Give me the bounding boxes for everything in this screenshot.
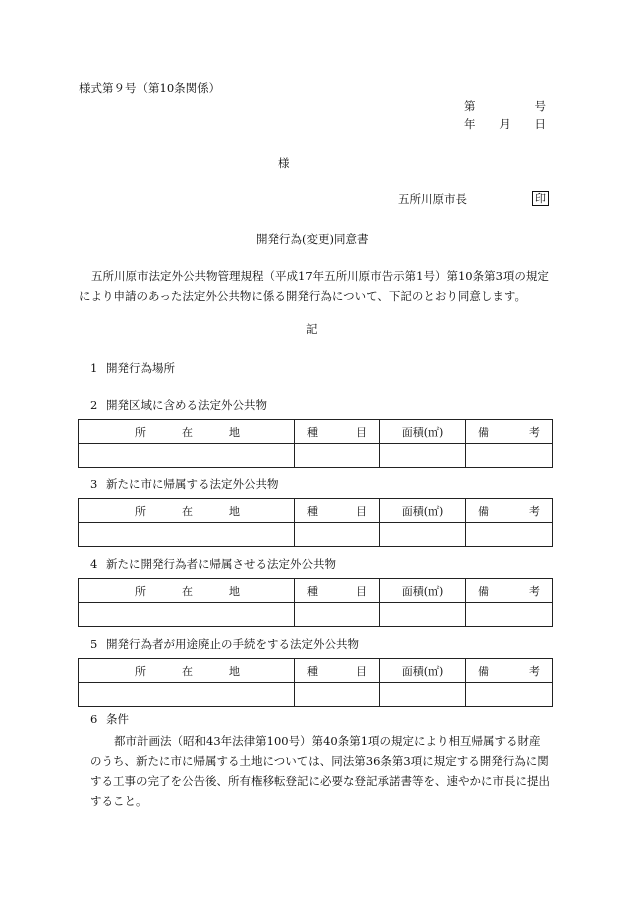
area-cell[interactable] <box>380 603 466 627</box>
area-header: 面積(㎡) <box>380 579 466 603</box>
location-cell[interactable] <box>79 444 295 468</box>
number-prefix: 第 <box>464 99 476 113</box>
item-heading-2 <box>90 398 267 412</box>
remarks-header: 備 考 <box>466 420 553 444</box>
remarks-header: 備 考 <box>466 579 553 603</box>
date-row <box>464 117 546 135</box>
remarks-cell[interactable] <box>466 683 553 707</box>
item-label: 新たに開発行為者に帰属させる法定外公共物 <box>106 557 336 571</box>
type-cell[interactable] <box>295 444 380 468</box>
area-cell[interactable] <box>380 444 466 468</box>
area-cell[interactable] <box>380 683 466 707</box>
remarks-header: 備 考 <box>466 499 553 523</box>
location-header: 所 在 地 <box>79 420 295 444</box>
item-heading-1 <box>90 361 175 375</box>
remarks-header: 備 考 <box>466 659 553 683</box>
document-number-row <box>464 99 546 117</box>
table-row <box>79 444 553 468</box>
addressee-suffix: 様 <box>278 156 290 170</box>
number-suffix: 号 <box>534 99 546 113</box>
area-header: 面積(㎡) <box>380 499 466 523</box>
location-header: 所 在 地 <box>79 499 295 523</box>
type-cell[interactable] <box>295 603 380 627</box>
seal-mark: 印 <box>532 191 549 206</box>
item-table-5 <box>78 658 553 707</box>
location-cell[interactable] <box>79 523 295 547</box>
type-header: 種 目 <box>295 499 380 523</box>
remarks-cell[interactable] <box>466 444 553 468</box>
document-title: 開発行為(変更)同意書 <box>256 232 369 246</box>
issuer-name: 五所川原市長 <box>398 192 467 206</box>
year-label: 年 <box>464 117 476 131</box>
location-header: 所 在 地 <box>79 579 295 603</box>
type-cell[interactable] <box>295 523 380 547</box>
table-header-row <box>79 499 553 523</box>
type-header: 種 目 <box>295 659 380 683</box>
area-cell[interactable] <box>380 523 466 547</box>
item-number: 2 <box>90 398 98 412</box>
table-row <box>79 523 553 547</box>
item-table-2 <box>78 419 553 468</box>
ki-heading: 記 <box>306 322 318 336</box>
location-header: 所 在 地 <box>79 659 295 683</box>
item-label: 条件 <box>106 712 129 726</box>
table-header-row <box>79 659 553 683</box>
remarks-cell[interactable] <box>466 523 553 547</box>
item-table-3 <box>78 498 553 547</box>
item-label: 開発区域に含める法定外公共物 <box>106 398 267 412</box>
area-header: 面積(㎡) <box>380 420 466 444</box>
day-label: 日 <box>534 117 546 131</box>
item-label: 開発行為場所 <box>106 361 175 375</box>
area-header: 面積(㎡) <box>380 659 466 683</box>
location-cell[interactable] <box>79 603 295 627</box>
item-heading-5 <box>90 637 359 651</box>
item-table-4 <box>78 578 553 627</box>
item-number: 6 <box>90 712 98 726</box>
table-header-row <box>79 420 553 444</box>
form-number: 様式第９号（第10条関係） <box>79 81 221 95</box>
table-row <box>79 683 553 707</box>
location-cell[interactable] <box>79 683 295 707</box>
item-number: 5 <box>90 637 98 651</box>
type-cell[interactable] <box>295 683 380 707</box>
item-heading-4 <box>90 557 336 571</box>
table-row <box>79 603 553 627</box>
remarks-cell[interactable] <box>466 603 553 627</box>
item-heading-3 <box>90 477 279 491</box>
item-number: 3 <box>90 477 98 491</box>
item-label: 新たに市に帰属する法定外公共物 <box>106 477 279 491</box>
conditions-heading <box>90 712 129 726</box>
item-number: 1 <box>90 361 98 375</box>
body-paragraph: 五所川原市法定外公共物管理規程（平成17年五所川原市告示第1号）第10条第3項の規定により申請のあった法定外公共物に係る開発行為について、下記のとおり同意します。 <box>79 269 549 303</box>
type-header: 種 目 <box>295 579 380 603</box>
table-header-row <box>79 579 553 603</box>
document-number-date <box>464 99 546 135</box>
item-number: 4 <box>90 557 98 571</box>
conditions-text: 都市計画法（昭和43年法律第100号）第40条第1項の規定により相互帰属する財産のうち、新たに市に帰属する土地については、同法第36条第3項に規定する開発行為に関する工事の完了を公告後、所有権移転登記に必要な登記承諾書等を、速やかに市長に提出すること。 <box>90 734 550 808</box>
item-label: 開発行為者が用途廃止の手続をする法定外公共物 <box>106 637 359 651</box>
type-header: 種 目 <box>295 420 380 444</box>
month-label: 月 <box>499 117 511 131</box>
